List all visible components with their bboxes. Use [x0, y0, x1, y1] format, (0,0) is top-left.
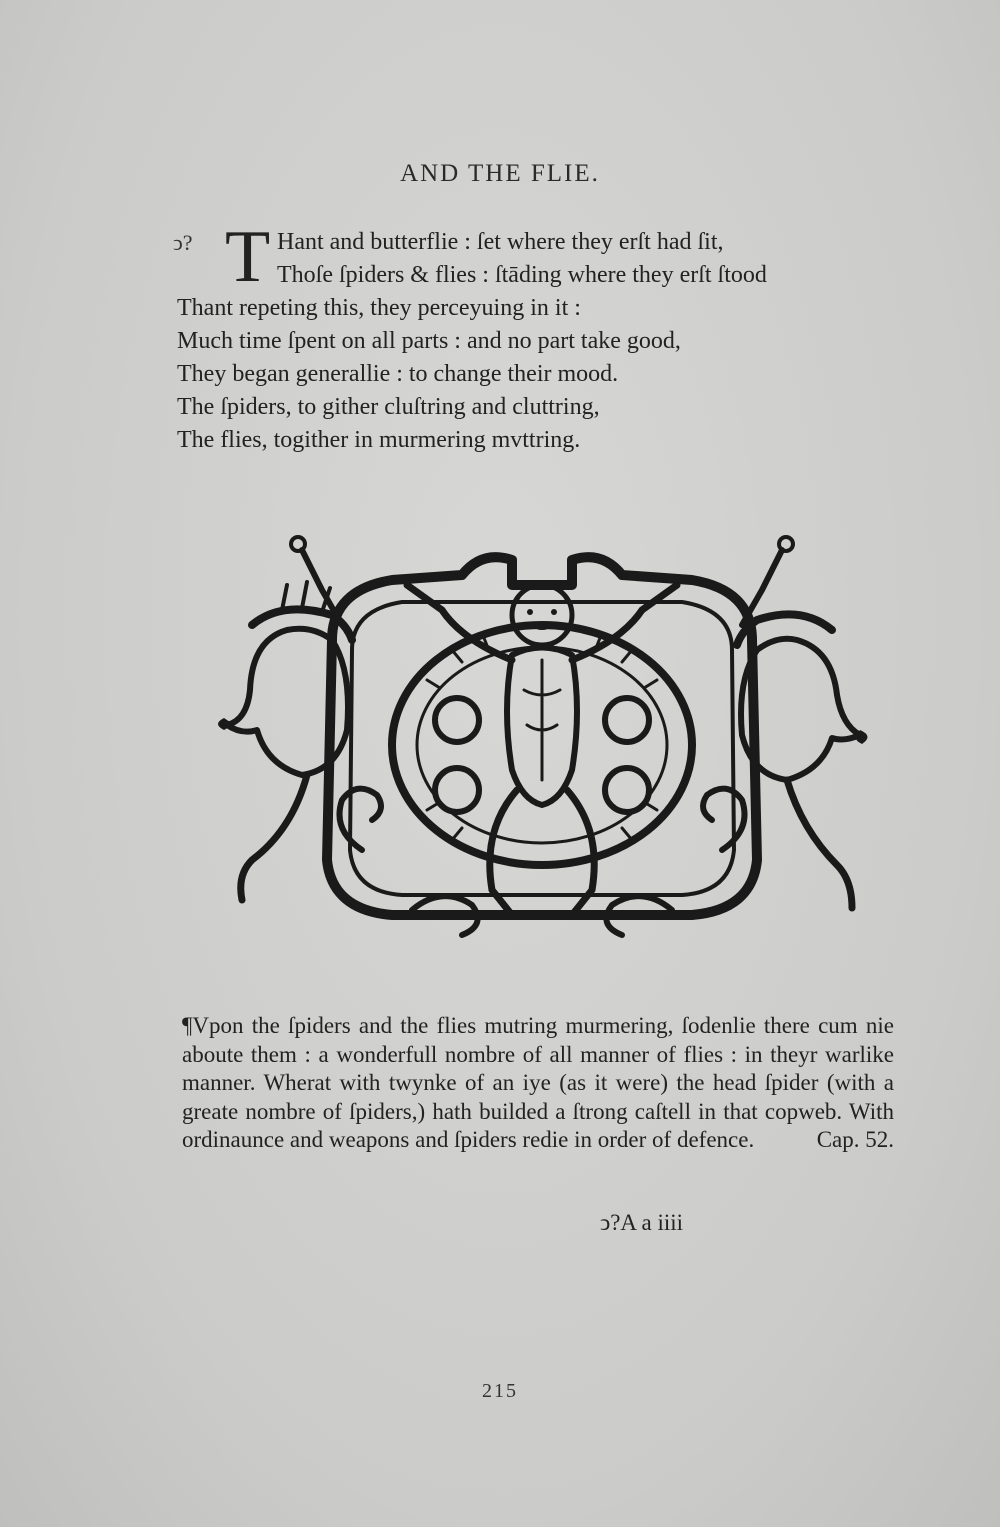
drop-cap: T: [225, 216, 271, 298]
signature-mark: ↄ?A a iiii: [600, 1210, 684, 1235]
prose-paragraph: [182, 1012, 894, 1155]
running-title: AND THE FLIE.: [400, 160, 600, 187]
verse-line-5: They began generallie : to change their mood.: [177, 361, 619, 387]
verse-line-7: The flies, togither in murmering mvttring.: [177, 427, 581, 453]
verse-stanza: [173, 216, 907, 457]
verse-line-6: The ſpiders, to gither cluſtring and cluttring,: [177, 394, 600, 420]
verse-line-1: Hant and butterflie : ſet where they erſt had ſit,: [277, 229, 724, 255]
chapter-reference: Cap. 52.: [816, 1127, 894, 1152]
page-number: 215: [482, 1380, 518, 1402]
woodcut-ornament-icon: [212, 530, 872, 950]
verse-line-3: Thant repeting this, they perceyuing in it :: [177, 295, 581, 321]
verse-line-2: Thoſe ſpiders & flies : ſtāding where they erſt ſtood: [277, 262, 767, 288]
pilcrow-icon: ↄ?: [173, 230, 193, 255]
prose-text: ¶Vpon the ſpiders and the flies mutring murmering, ſodenlie there cum nie aboute them : a wonderfull nombre of all manner of flies : in theyr warlike manner. Wherat with twynke of an iye (as it were) the head ſpider (with a greate nombre of ſpiders,) hath builded a ſtrong caſtell in that copweb. With ordinaunce and weapons and ſpiders redie in order of defence.: [182, 1013, 894, 1152]
drop-cap-row: [173, 216, 907, 298]
verse-line-4: Much time ſpent on all parts : and no part take good,: [177, 328, 681, 354]
